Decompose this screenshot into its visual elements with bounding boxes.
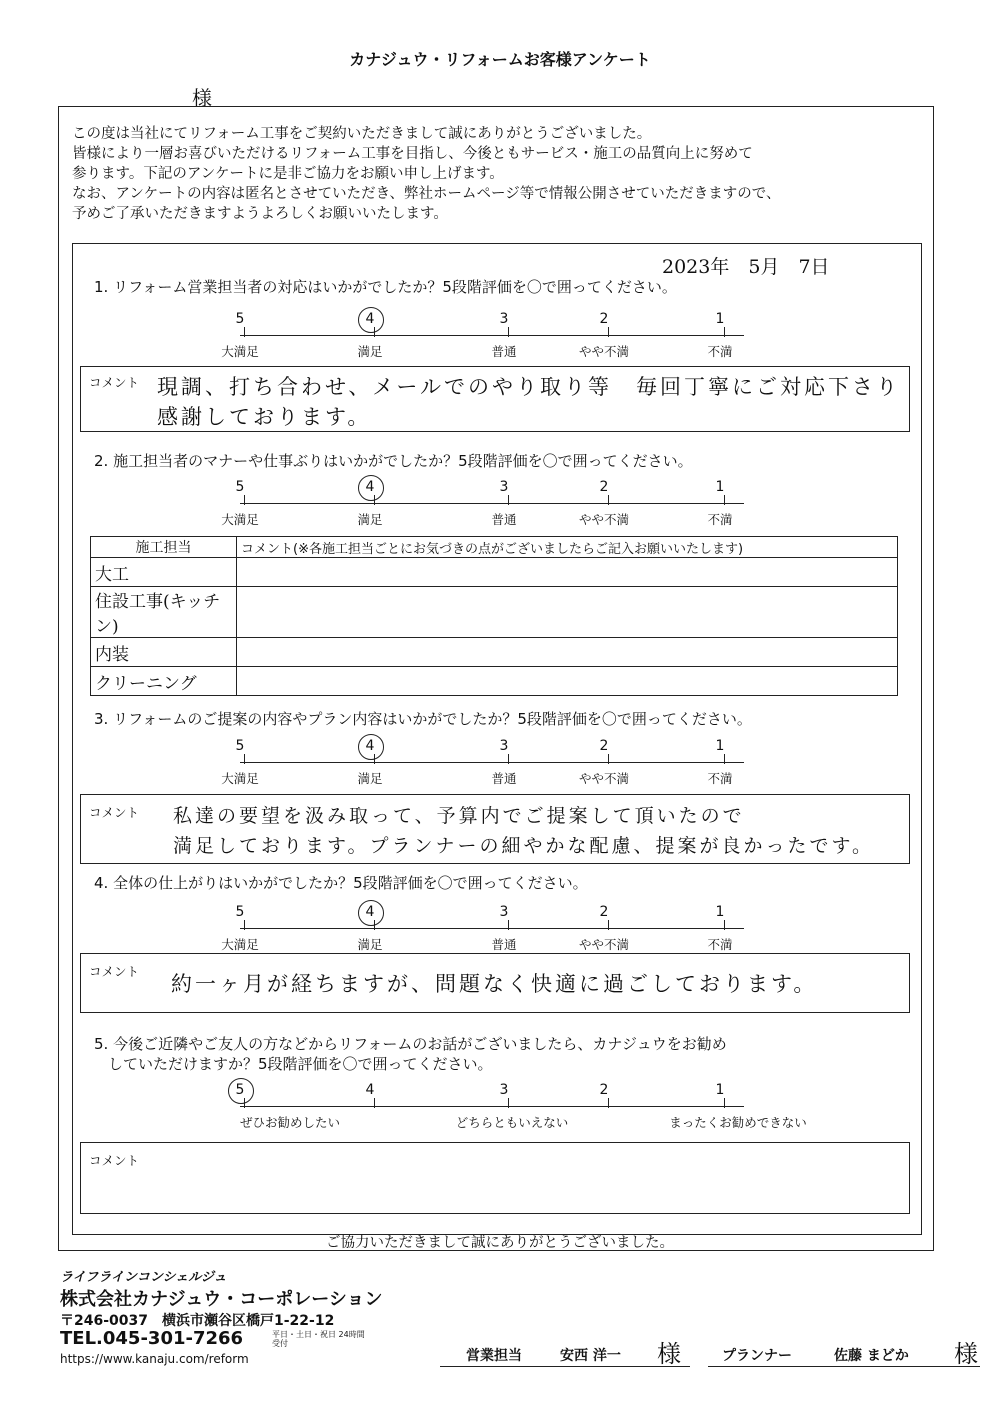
scale-tick	[724, 754, 725, 764]
company-address: 〒246-0037 横浜市瀬谷区橋戸1-22-12	[60, 1313, 335, 1329]
scale-label-1: 不満	[707, 344, 733, 359]
scale-option-3[interactable]: 3	[499, 904, 509, 920]
scale-tick	[724, 920, 725, 930]
rating-scale-q2[interactable]	[0, 479, 1000, 533]
table-header-row	[91, 537, 898, 558]
comment-text: 約一ヶ月が経ちますが、問題なく快適に過ごしております。	[171, 972, 818, 996]
comment-box-q3	[80, 794, 910, 864]
planner-name: 佐藤 まどか	[834, 1348, 909, 1364]
scale-option-1[interactable]: 1	[715, 311, 725, 327]
customer-honorific: 様	[192, 86, 212, 110]
scale-option-3[interactable]: 3	[499, 311, 509, 327]
comment-cell[interactable]	[237, 587, 898, 638]
scale-tick	[508, 495, 509, 505]
scale-option-2[interactable]: 2	[599, 1082, 609, 1098]
staff-comment-table	[90, 536, 898, 696]
scale-option-1[interactable]: 1	[715, 738, 725, 754]
scale-label-5: 大満足	[221, 512, 259, 527]
scale-option-3[interactable]: 3	[499, 738, 509, 754]
question-2: 2. 施工担当者のマナーや仕事ぶりはいかがでしたか？5段階評価を〇で囲ってください。	[94, 452, 693, 470]
scale-tick	[724, 327, 725, 337]
scale-option-5[interactable]: 5	[235, 738, 245, 754]
selected-rating-circle	[228, 1078, 254, 1104]
scale-option-1[interactable]: 1	[715, 904, 725, 920]
question-5-line2: していただけますか？5段階評価を〇で囲ってください。	[108, 1055, 493, 1073]
scale-tick	[244, 754, 245, 764]
comment-label: コメント	[89, 805, 140, 820]
intro-line: 皆様により一層お喜びいただけるリフォーム工事を目指し、今後ともサービス・施工の品質向上に努めて	[72, 146, 753, 162]
comment-box-q5	[80, 1142, 910, 1214]
scale-label-5: ぜひお勧めしたい	[239, 1115, 341, 1130]
scale-option-5[interactable]: 5	[235, 479, 245, 495]
selected-rating-circle	[358, 734, 384, 760]
scale-option-4[interactable]: 4	[365, 479, 375, 495]
role-cell: 内装	[91, 638, 237, 667]
survey-title: カナジュウ・リフォームお客様アンケート	[349, 50, 651, 69]
scale-label-3: 普通	[491, 771, 517, 786]
table-row	[91, 638, 898, 667]
question-4: 4. 全体の仕上がりはいかがでしたか？5段階評価を〇で囲ってください。	[94, 874, 588, 892]
selected-rating-circle	[358, 475, 384, 501]
comment-box-q1	[80, 366, 910, 432]
intro-line: 参ります。下記のアンケートに是非ご協力をお願い申し上げます。	[72, 166, 504, 182]
comment-cell[interactable]	[237, 638, 898, 667]
scale-label-2: やや不満	[578, 937, 630, 952]
scale-line	[240, 928, 744, 929]
scale-line	[240, 1106, 744, 1107]
scale-label-1: まったくお勧めできない	[669, 1115, 807, 1130]
scale-label-4: 満足	[357, 512, 383, 527]
scale-tick	[508, 327, 509, 337]
survey-date: 2023年 5月 7日	[662, 256, 830, 278]
sales-role: 営業担当	[466, 1348, 522, 1364]
scale-label-5: 大満足	[221, 344, 259, 359]
scale-label-4: 満足	[357, 344, 383, 359]
table-row	[91, 667, 898, 696]
scale-tick	[244, 495, 245, 505]
scale-label-5: 大満足	[221, 771, 259, 786]
scale-option-5[interactable]: 5	[235, 1082, 245, 1098]
question-3: 3. リフォームのご提案の内容やプラン内容はいかがでしたか？5段階評価を〇で囲ってください。	[94, 710, 752, 728]
scale-label-3: 普通	[491, 937, 517, 952]
scale-tick	[724, 1098, 725, 1108]
comment-label: コメント	[89, 1153, 140, 1168]
scale-option-4[interactable]: 4	[365, 738, 375, 754]
header-comment: コメント(※各施工担当ごとにお気づきの点がございましたらご記入お願いいたします)	[237, 537, 898, 558]
scale-line	[240, 503, 744, 504]
scale-label-4: 満足	[357, 771, 383, 786]
role-cell: クリーニング	[91, 667, 237, 696]
scale-tick	[608, 920, 609, 930]
scale-label-1: 不満	[707, 771, 733, 786]
intro-text	[72, 124, 922, 224]
scale-label-4: 満足	[357, 937, 383, 952]
scale-tick	[508, 920, 509, 930]
scale-option-2[interactable]: 2	[599, 311, 609, 327]
comment-cell[interactable]	[237, 558, 898, 587]
scale-line	[240, 762, 744, 763]
scale-tick	[374, 1098, 375, 1108]
scale-label-3: 普通	[491, 344, 517, 359]
scale-label-2: やや不満	[578, 771, 630, 786]
scale-option-5[interactable]: 5	[235, 904, 245, 920]
scale-label-2: やや不満	[578, 344, 630, 359]
scale-option-5[interactable]: 5	[235, 311, 245, 327]
scale-tick	[244, 920, 245, 930]
scale-option-4[interactable]: 4	[365, 904, 375, 920]
rating-scale-q3[interactable]	[0, 738, 1000, 792]
scale-tick	[244, 327, 245, 337]
scale-tick	[724, 495, 725, 505]
scale-option-2[interactable]: 2	[599, 904, 609, 920]
scale-option-1[interactable]: 1	[715, 479, 725, 495]
planner-honorific: 様	[954, 1340, 978, 1368]
thanks-message: ご協力いただきまして誠にありがとうございました。	[326, 1235, 674, 1251]
comment-cell[interactable]	[237, 667, 898, 696]
scale-label-3: 普通	[491, 512, 517, 527]
rating-scale-q4[interactable]	[0, 904, 1000, 958]
scale-label-1: 不満	[707, 512, 733, 527]
scale-option-3[interactable]: 3	[499, 479, 509, 495]
question-1: 1. リフォーム営業担当者の対応はいかがでしたか？5段階評価を〇で囲ってください。	[94, 278, 677, 296]
comment-box-q4	[80, 953, 910, 1013]
intro-line: なお、アンケートの内容は匿名とさせていただき、弊社ホームページ等で情報公開させていただきますので、	[72, 186, 781, 202]
scale-tick	[608, 1098, 609, 1108]
scale-label-3: どちらともいえない	[455, 1115, 569, 1130]
scale-tick	[508, 754, 509, 764]
table-row	[91, 587, 898, 638]
rating-scale-q5[interactable]	[0, 1082, 1000, 1136]
scale-option-4[interactable]: 4	[365, 1082, 375, 1098]
role-cell: 大工	[91, 558, 237, 587]
intro-line: 予めご了承いただきますようよろしくお願いいたします。	[72, 206, 448, 222]
comment-label: コメント	[89, 964, 140, 979]
table-row	[91, 558, 898, 587]
intro-line: この度は当社にてリフォーム工事をご契約いただきまして誠にありがとうございました。	[72, 126, 652, 142]
scale-tick	[608, 495, 609, 505]
company-tel: TEL.045-301-7266	[60, 1328, 244, 1349]
company-name: 株式会社カナジュウ・コーポレーション	[60, 1289, 383, 1310]
tel-note: 平日・土日・祝日 24時間受付	[272, 1330, 365, 1348]
rating-scale-q1[interactable]	[0, 311, 1000, 365]
scale-option-4[interactable]: 4	[365, 311, 375, 327]
scale-option-2[interactable]: 2	[599, 479, 609, 495]
scale-label-2: やや不満	[578, 512, 630, 527]
sales-honorific: 様	[657, 1340, 681, 1368]
scale-tick	[608, 754, 609, 764]
scale-option-1[interactable]: 1	[715, 1082, 725, 1098]
sales-name: 安西 洋一	[560, 1348, 621, 1364]
comment-text: 満足しております。プランナーの細やかな配慮、提案が良かったです。	[173, 835, 874, 857]
comment-label: コメント	[89, 375, 140, 390]
header-role: 施工担当	[91, 537, 237, 558]
scale-tick	[608, 327, 609, 337]
comment-text: 感謝しております。	[157, 405, 372, 429]
scale-option-3[interactable]: 3	[499, 1082, 509, 1098]
company-tagline: ライフラインコンシェルジュ	[60, 1270, 227, 1285]
planner-underline	[708, 1366, 980, 1367]
scale-label-1: 不満	[707, 937, 733, 952]
comment-text: 現調、打ち合わせ、メールでのやり取り等 毎回丁寧にご対応下さり	[157, 375, 900, 399]
scale-label-5: 大満足	[221, 937, 259, 952]
question-5-line1: 5. 今後ご近隣やご友人の方などからリフォームのお話がございましたら、カナジュウをお勧め	[94, 1035, 727, 1053]
comment-text: 私達の要望を汲み取って、予算内でご提案して頂いたので	[173, 805, 745, 827]
scale-tick	[508, 1098, 509, 1108]
planner-role: プランナー	[722, 1348, 792, 1364]
selected-rating-circle	[358, 307, 384, 333]
role-cell: 住設工事(キッチン)	[91, 587, 237, 638]
company-url[interactable]: https://www.kanaju.com/reform	[60, 1352, 249, 1366]
sales-underline	[440, 1366, 690, 1367]
scale-option-2[interactable]: 2	[599, 738, 609, 754]
selected-rating-circle	[358, 900, 384, 926]
scale-line	[240, 335, 744, 336]
